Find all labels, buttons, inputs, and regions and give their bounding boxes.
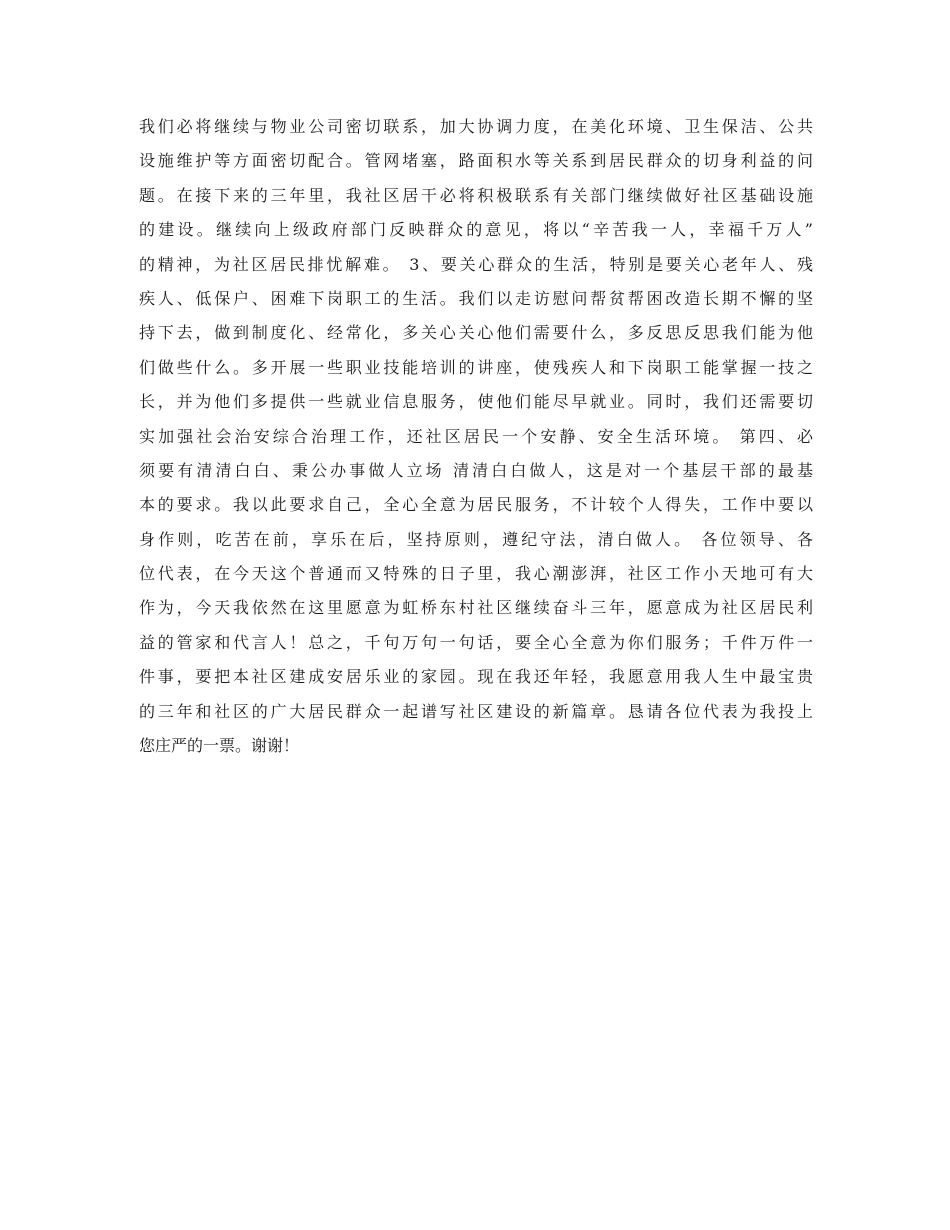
text-line: 题。在接下来的三年里，我社区居干必将积极联系有关部门继续做好社区基础设施 — [139, 185, 813, 205]
text-line: 须要有清清白白、秉公办事做人立场 清清白白做人，这是对一个基层干部的最基 — [139, 460, 813, 480]
text-line: 疾人、低保户、困难下岗职工的生活。我们以走访慰问帮贫帮困改造长期不懈的坚 — [139, 288, 813, 308]
text-line: 益的管家和代言人！总之，千句万句一句话，要全心全意为你们服务；千件万件一 — [139, 632, 813, 652]
text-line: 件事，要把本社区建成安居乐业的家园。现在我还年轻，我愿意用我人生中最宝贵 — [139, 667, 813, 687]
text-line: 本的要求。我以此要求自己，全心全意为居民服务，不计较个人得失，工作中要以 — [139, 495, 813, 515]
text-line: 的建设。继续向上级政府部门反映群众的意见，将以“辛苦我一人，幸福千万人” — [139, 220, 813, 240]
text-line: 身作则，吃苦在前，享乐在后，坚持原则，遵纪守法，清白做人。 各位领导、各 — [139, 529, 813, 549]
text-line: 长，并为他们多提供一些就业信息服务，使他们能尽早就业。同时，我们还需要切 — [139, 392, 813, 412]
text-line: 您庄严的一票。谢谢！ — [139, 736, 300, 756]
text-line: 们做些什么。多开展一些职业技能培训的讲座，使残疾人和下岗职工能掌握一技之 — [139, 357, 813, 377]
text-line: 持下去，做到制度化、经常化，多关心关心他们需要什么，多反思反思我们能为他 — [139, 323, 813, 343]
body-text — [139, 110, 813, 763]
text-line: 位代表，在今天这个普通而又特殊的日子里，我心潮澎湃，社区工作小天地可有大 — [139, 564, 813, 584]
text-line: 设施维护等方面密切配合。管网堵塞，路面积水等关系到居民群众的切身利益的问 — [139, 151, 813, 171]
text-line: 作为，今天我依然在这里愿意为虹桥东村社区继续奋斗三年，愿意成为社区居民利 — [139, 598, 813, 618]
text-line: 的三年和社区的广大居民群众一起谱写社区建设的新篇章。恳请各位代表为我投上 — [139, 701, 813, 721]
text-line: 我们必将继续与物业公司密切联系，加大协调力度，在美化环境、卫生保洁、公共 — [139, 117, 813, 136]
text-line: 实加强社会治安综合治理工作，还社区居民一个安静、安全生活环境。 第四、必 — [139, 426, 813, 446]
text-line: 的精神，为社区居民排忧解难。 3、要关心群众的生活，特别是要关心老年人、残 — [139, 254, 813, 274]
